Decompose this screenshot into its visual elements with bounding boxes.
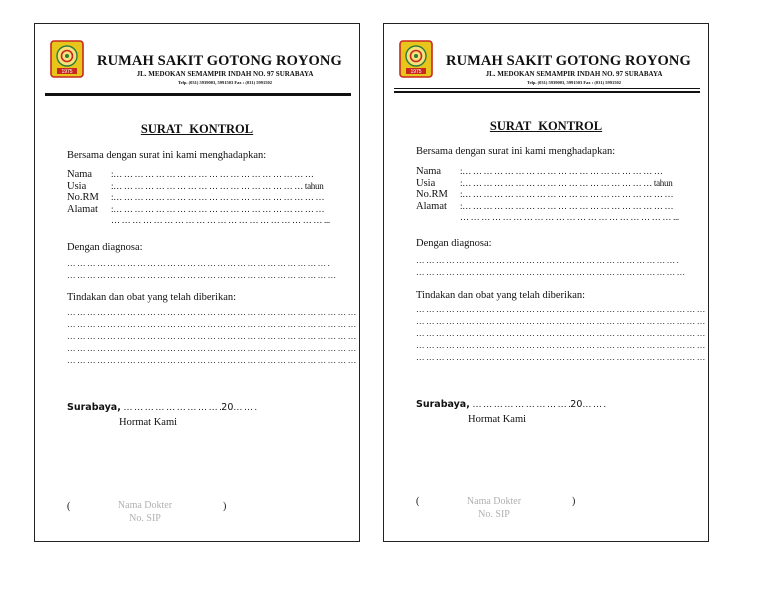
field-alamat[interactable]	[416, 201, 679, 213]
field-value: :… … … … … … … … … … … … … … … … … … …	[111, 169, 314, 179]
treatment-line[interactable]: … … … … … … … … … … … … … … … … … … … … … … … … … … … … …	[416, 340, 705, 350]
field-value: … … … … … … … … … … … … … … … … … … … … ...	[111, 215, 330, 225]
logo-year: 1975	[410, 69, 422, 75]
diagnosis-line[interactable]: … … … … … … … … … … … … … … … … … … … … … … … … … … .	[416, 255, 679, 265]
sip-placeholder[interactable]: No. SIP	[478, 509, 510, 520]
hospital-name: RUMAH SAKIT GOTONG ROYONG	[97, 53, 342, 69]
field-value: :… … … … … … … … … … … … … … … … … … … …	[460, 189, 674, 199]
field-label: Nama	[67, 169, 93, 180]
form-title: SURAT KONTROL	[140, 122, 254, 136]
field-value: :… … … … … … … … … … … … … … … … … … …	[460, 166, 663, 176]
intro-text: Bersama dengan surat ini kami menghadapkan:	[416, 146, 616, 157]
place-city: Surabaya,	[416, 399, 470, 410]
treatment-line[interactable]: … … … … … … … … … … … … … … … … … … … … … … … … … … … … …	[67, 307, 356, 317]
surat-kontrol-form-right	[383, 23, 709, 542]
regards-text: Hormat Kami	[468, 414, 527, 425]
field-usia[interactable]	[67, 181, 330, 193]
field-nama[interactable]	[416, 166, 679, 178]
field-alamat-continuation[interactable]	[67, 215, 330, 227]
regards-text: Hormat Kami	[119, 417, 178, 428]
sip-placeholder[interactable]: No. SIP	[129, 513, 161, 524]
treatment-line[interactable]: … … … … … … … … … … … … … … … … … … … … … … … … … … … … …	[416, 328, 705, 338]
treatment-line[interactable]: … … … … … … … … … … … … … … … … … … … … … … … … … … … … …	[416, 352, 705, 362]
field-value: :… … … … … … … … … … … … … … … … … … tahun	[460, 177, 673, 188]
hospital-logo-icon	[399, 40, 433, 78]
close-paren: )	[572, 496, 576, 507]
open-paren: (	[67, 501, 71, 512]
field-nama[interactable]	[67, 169, 330, 181]
header-divider	[45, 93, 351, 96]
year-prefix: 20	[570, 399, 583, 410]
patient-fields	[416, 166, 679, 224]
doctor-name-placeholder[interactable]: Nama Dokter	[466, 496, 522, 507]
field-label: Nama	[416, 166, 442, 177]
year-dots[interactable]: … … .	[582, 399, 606, 409]
field-alamat[interactable]	[67, 204, 330, 216]
field-label: Usia	[67, 180, 87, 192]
open-paren: (	[416, 496, 420, 507]
field-value: … … … … … … … … … … … … … … … … … … … … ...	[460, 212, 679, 222]
hospital-address: JL. MEDOKAN SEMAMPIR INDAH NO. 97 SURABAYA	[485, 70, 663, 78]
place-date-line	[416, 399, 606, 410]
hospital-name: RUMAH SAKIT GOTONG ROYONG	[446, 53, 691, 69]
close-paren: )	[223, 501, 227, 512]
place-city: Surabaya,	[67, 402, 121, 413]
diagnosis-line[interactable]: … … … … … … … … … … … … … … … … … … … … … … … … … … …	[67, 270, 336, 280]
place-date-line	[67, 402, 257, 413]
field-label: Alamat	[67, 203, 98, 215]
treatment-label: Tindakan dan obat yang telah diberikan:	[416, 290, 586, 301]
treatment-line[interactable]: … … … … … … … … … … … … … … … … … … … … … … … … … … … … …	[67, 343, 356, 353]
treatment-line[interactable]: … … … … … … … … … … … … … … … … … … … … … … … … … … … … …	[416, 316, 705, 326]
field-label: No.RM	[416, 189, 448, 200]
diagnosis-line[interactable]: … … … … … … … … … … … … … … … … … … … … … … … … … … .	[67, 258, 330, 268]
field-value: :… … … … … … … … … … … … … … … … … … … …	[111, 192, 325, 202]
field-no-rm[interactable]	[67, 192, 330, 204]
field-value: :… … … … … … … … … … … … … … … … … … … …	[460, 200, 674, 211]
field-no-rm[interactable]	[416, 189, 679, 201]
diagnosis-line[interactable]: … … … … … … … … … … … … … … … … … … … … … … … … … … …	[416, 267, 685, 277]
diagnosis-label: Dengan diagnosa:	[67, 242, 143, 253]
date-dots[interactable]: … … … … … … … … … .	[472, 399, 571, 409]
header-divider	[394, 91, 700, 93]
hospital-address: JL. MEDOKAN SEMAMPIR INDAH NO. 97 SURABAYA	[136, 70, 314, 78]
surat-kontrol-form-left	[34, 23, 360, 542]
form-title: SURAT KONTROL	[489, 119, 603, 133]
year-prefix: 20	[221, 402, 234, 413]
field-usia[interactable]	[416, 178, 679, 190]
hospital-phone: Telp. (031) 5939003, 5991503 Fax : (031) 5991502	[178, 80, 272, 85]
year-dots[interactable]: … … .	[233, 402, 257, 412]
treatment-line[interactable]: … … … … … … … … … … … … … … … … … … … … … … … … … … … … …	[67, 331, 356, 341]
hospital-logo-icon	[50, 40, 84, 78]
doctor-name-placeholder[interactable]: Nama Dokter	[117, 500, 173, 511]
field-value: :… … … … … … … … … … … … … … … … … … tahun	[111, 180, 324, 191]
logo-year: 1975	[61, 69, 73, 75]
hospital-phone: Telp. (031) 5939003, 5991503 Fax : (031) 5991502	[527, 80, 621, 85]
patient-fields	[67, 169, 330, 227]
diagnosis-label: Dengan diagnosa:	[416, 238, 492, 249]
intro-text: Bersama dengan surat ini kami menghadapkan:	[67, 150, 267, 161]
treatment-line[interactable]: … … … … … … … … … … … … … … … … … … … … … … … … … … … … …	[67, 319, 356, 329]
treatment-line[interactable]: … … … … … … … … … … … … … … … … … … … … … … … … … … … … …	[67, 355, 356, 365]
field-label: Alamat	[416, 200, 447, 212]
treatment-line[interactable]: … … … … … … … … … … … … … … … … … … … … … … … … … … … … …	[416, 304, 705, 314]
field-alamat-continuation[interactable]	[416, 212, 679, 224]
date-dots[interactable]: … … … … … … … … … .	[123, 402, 222, 412]
header-divider-top	[394, 88, 700, 89]
field-label: Usia	[416, 177, 436, 189]
treatment-label: Tindakan dan obat yang telah diberikan:	[67, 292, 237, 303]
field-label: No.RM	[67, 192, 99, 203]
field-value: :… … … … … … … … … … … … … … … … … … … …	[111, 203, 325, 214]
